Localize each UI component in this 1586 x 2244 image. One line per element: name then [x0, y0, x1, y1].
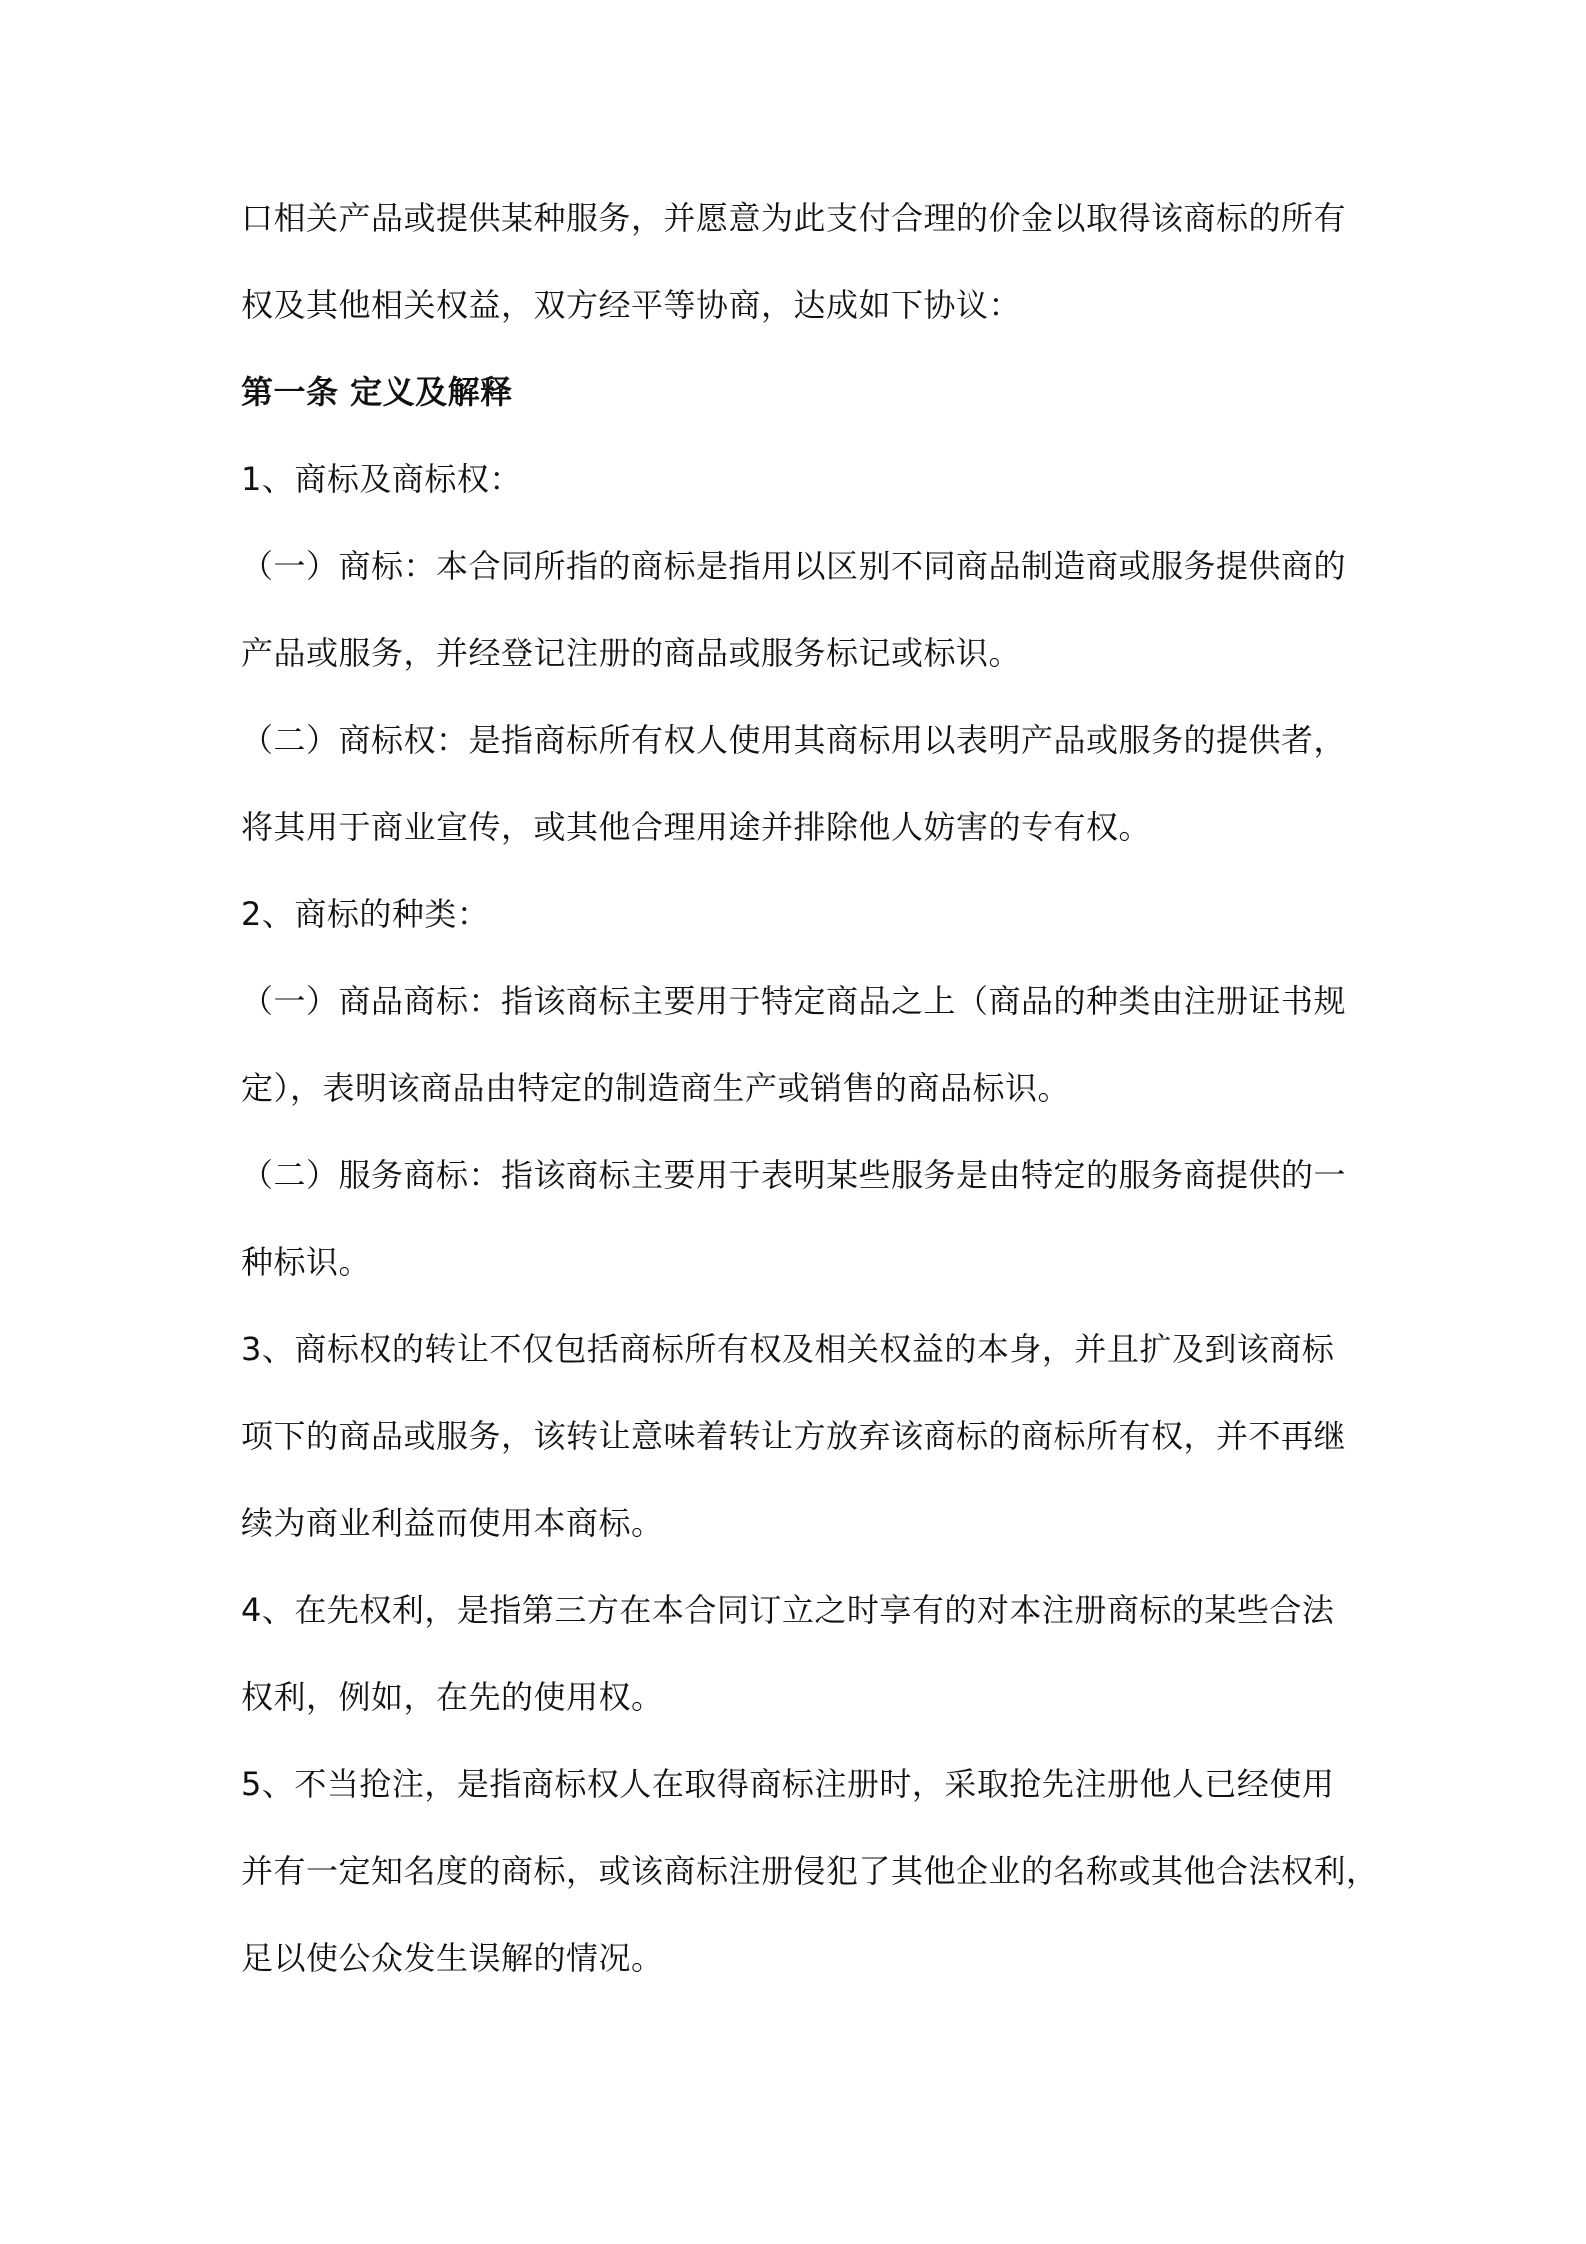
paragraph-line: 4、在先权利，是指第三方在本合同订立之时享有的对本注册商标的某些合法 [241, 1591, 1335, 1629]
paragraph-line: 项下的商品或服务，该转让意味着转让方放弃该商标的商标所有权，并不再继 [241, 1417, 1347, 1455]
paragraph-line: 种标识。 [241, 1243, 372, 1281]
paragraph-line: 5、不当抢注，是指商标权人在取得商标注册时，采取抢先注册他人已经使用 [241, 1765, 1335, 1803]
paragraph-line: 3、商标权的转让不仅包括商标所有权及相关权益的本身，并且扩及到该商标 [241, 1330, 1335, 1368]
paragraph-line: 产品或服务，并经登记注册的商品或服务标记或标识。 [241, 634, 1022, 672]
clause-title: 1、商标及商标权： [241, 460, 522, 498]
paragraph-line: 权及其他相关权益，双方经平等协商，达成如下协议： [241, 286, 1022, 324]
paragraph-line: 口相关产品或提供某种服务，并愿意为此支付合理的价金以取得该商标的所有 [241, 199, 1347, 237]
paragraph-line: 足以使公众发生误解的情况。 [241, 1939, 664, 1977]
paragraph-line: 并有一定知名度的商标，或该商标注册侵犯了其他企业的名称或其他合法权利， [241, 1852, 1379, 1890]
paragraph-line: （一）商品商标：指该商标主要用于特定商品之上（商品的种类由注册证书规 [241, 982, 1347, 1020]
paragraph-line: 定），表明该商品由特定的制造商生产或销售的商品标识。 [241, 1069, 1071, 1107]
paragraph-line: （二）服务商标：指该商标主要用于表明某些服务是由特定的服务商提供的一 [241, 1156, 1347, 1194]
paragraph-line: 续为商业利益而使用本商标。 [241, 1504, 664, 1542]
paragraph-line: 权利，例如，在先的使用权。 [241, 1678, 664, 1716]
paragraph-line: （一）商标：本合同所指的商标是指用以区别不同商品制造商或服务提供商的 [241, 547, 1347, 585]
paragraph-line: （二）商标权：是指商标所有权人使用其商标用以表明产品或服务的提供者， [241, 721, 1347, 759]
paragraph-line: 将其用于商业宣传，或其他合理用途并排除他人妨害的专有权。 [241, 808, 1152, 846]
section-heading: 第一条 定义及解释 [241, 373, 513, 411]
clause-title: 2、商标的种类： [241, 895, 490, 933]
